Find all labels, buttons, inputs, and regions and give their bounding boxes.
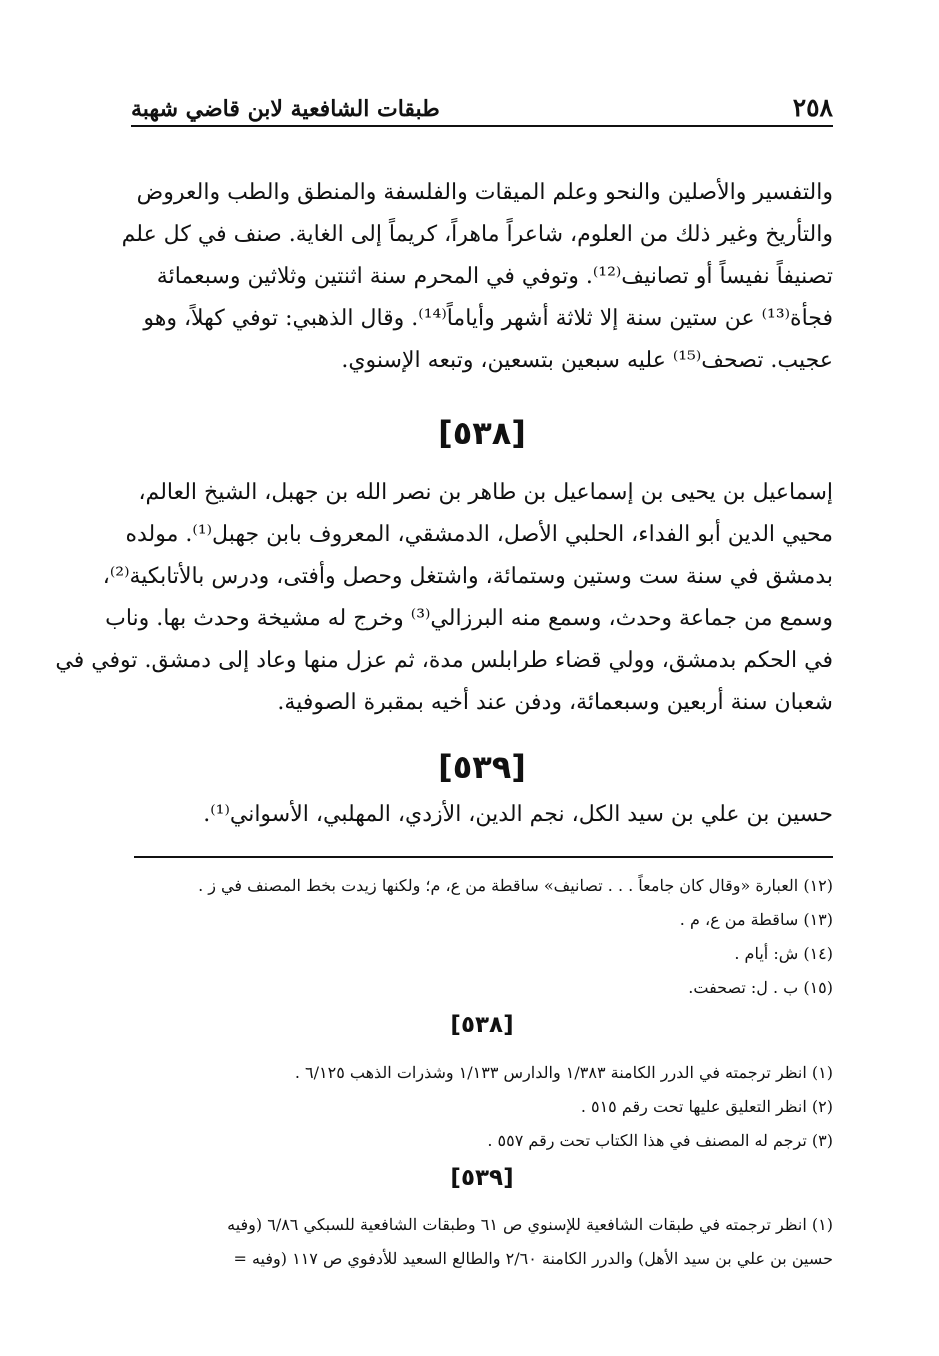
text-line: وسمع من جماعة وحدث، وسمع منه البرزالي⁽³⁾ وخرج له مشيخة وحدث بها. وناب <box>105 606 833 631</box>
footnote: (٣) ترجم له المصنف في هذا الكتاب تحت رقم ٥٥٧ . <box>487 1131 833 1150</box>
entry-539-text <box>131 794 833 836</box>
text-line: عجيب. تصحف⁽¹⁵⁾ عليه سبعين بتسعين، وتبعه الإسنوي. <box>341 348 833 373</box>
text-line: فجأة⁽¹³⁾ عن ستين سنة إلا ثلاثة أشهر وأياماً⁽¹⁴⁾. وقال الذهبي: توفي كهلاً، وهو <box>143 306 833 331</box>
text-line: شعبان سنة أربعين وسبعمائة، ودفن عند أخيه بمقبرة الصوفية. <box>277 690 833 715</box>
text-line: بدمشق في سنة ست وستين وستمائة، واشتغل وحصل وأفتى، ودرس بالأتابكية⁽²⁾، <box>102 564 833 589</box>
page-header <box>131 82 833 122</box>
footnote: (٢) انظر التعليق عليها تحت رقم ٥١٥ . <box>580 1097 833 1116</box>
entry-538-heading: [٥٣٨] <box>438 414 526 452</box>
footnote: (١٣) ساقطة من ع، م . <box>679 910 833 929</box>
footnote: حسين بن علي بن سيد الأهل) والدرر الكامنة ٢/٦٠ والطالع السعيد للأدفوي ص ١١٧ (وفيه = <box>233 1249 833 1268</box>
text-line: تصنيفاً نفيساً أو تصانيف⁽¹²⁾. وتوفي في المحرم سنة اثنتين وثلاثين وسبعمائة <box>156 264 833 289</box>
text-line: إسماعيل بن يحيى بن إسماعيل بن طاهر بن نصر الله بن جهبل، الشيخ العالم، <box>138 480 833 505</box>
footnotes-538 <box>131 1056 833 1158</box>
text-line: حسين بن علي بن سيد الكل، نجم الدين، الأزدي، المهلبي، الأسواني⁽¹⁾. <box>203 802 833 827</box>
footnote: (١) انظر ترجمته في الدرر الكامنة ١/٣٨٣ والدارس ١/١٣٣ وشذرات الذهب ٦/١٢٥ . <box>294 1063 833 1082</box>
entry-538-text <box>55 472 833 724</box>
footnote: (١) انظر ترجمته في طبقات الشافعية للإسنوي ص ٦١ وطبقات الشافعية للسبكي ٦/٨٦ (وفيه <box>227 1215 833 1234</box>
text-line: والتفسير والأصلين والنحو وعلم الميقات والفلسفة والمنطق والطب والعروض <box>136 180 833 205</box>
text-line: في الحكم بدمشق، وولي قضاء طرابلس مدة، ثم عزل منها وعاد إلى دمشق. توفي في <box>55 648 833 673</box>
footnotes-prev <box>131 869 833 1005</box>
footnote-rule <box>134 856 833 858</box>
text-line: والتأريخ وغير ذلك من العلوم، شاعراً ماهراً، كريماً إلى الغاية. صنف في كل علم <box>121 222 833 247</box>
text-line: محيي الدين أبو الفداء، الحلبي الأصل، الدمشقي، المعروف بابن جهبل⁽¹⁾. مولده <box>125 522 833 547</box>
prev-entry-text <box>121 172 833 382</box>
footnote: (١٥) ب . ل: تصحفت. <box>688 978 833 997</box>
footnotes-538-heading: [٥٣٨] <box>450 1012 514 1038</box>
footnotes-539-heading: [٥٣٩] <box>450 1165 514 1191</box>
header-rule <box>131 125 833 127</box>
footnote: (١٤) ش: أيام . <box>734 944 833 963</box>
page-number: ٢٥٨ <box>792 93 833 122</box>
footnotes-539 <box>131 1208 833 1276</box>
running-title: طبقات الشافعية لابن قاضي شهبة <box>131 96 440 122</box>
footnote: (١٢) العبارة «وقال كان جامعاً . . . تصانيف» ساقطة من ع، م؛ ولكنها زيدت بخط المصنف في ز . <box>198 876 833 895</box>
entry-539-heading: [٥٣٩] <box>438 748 526 786</box>
